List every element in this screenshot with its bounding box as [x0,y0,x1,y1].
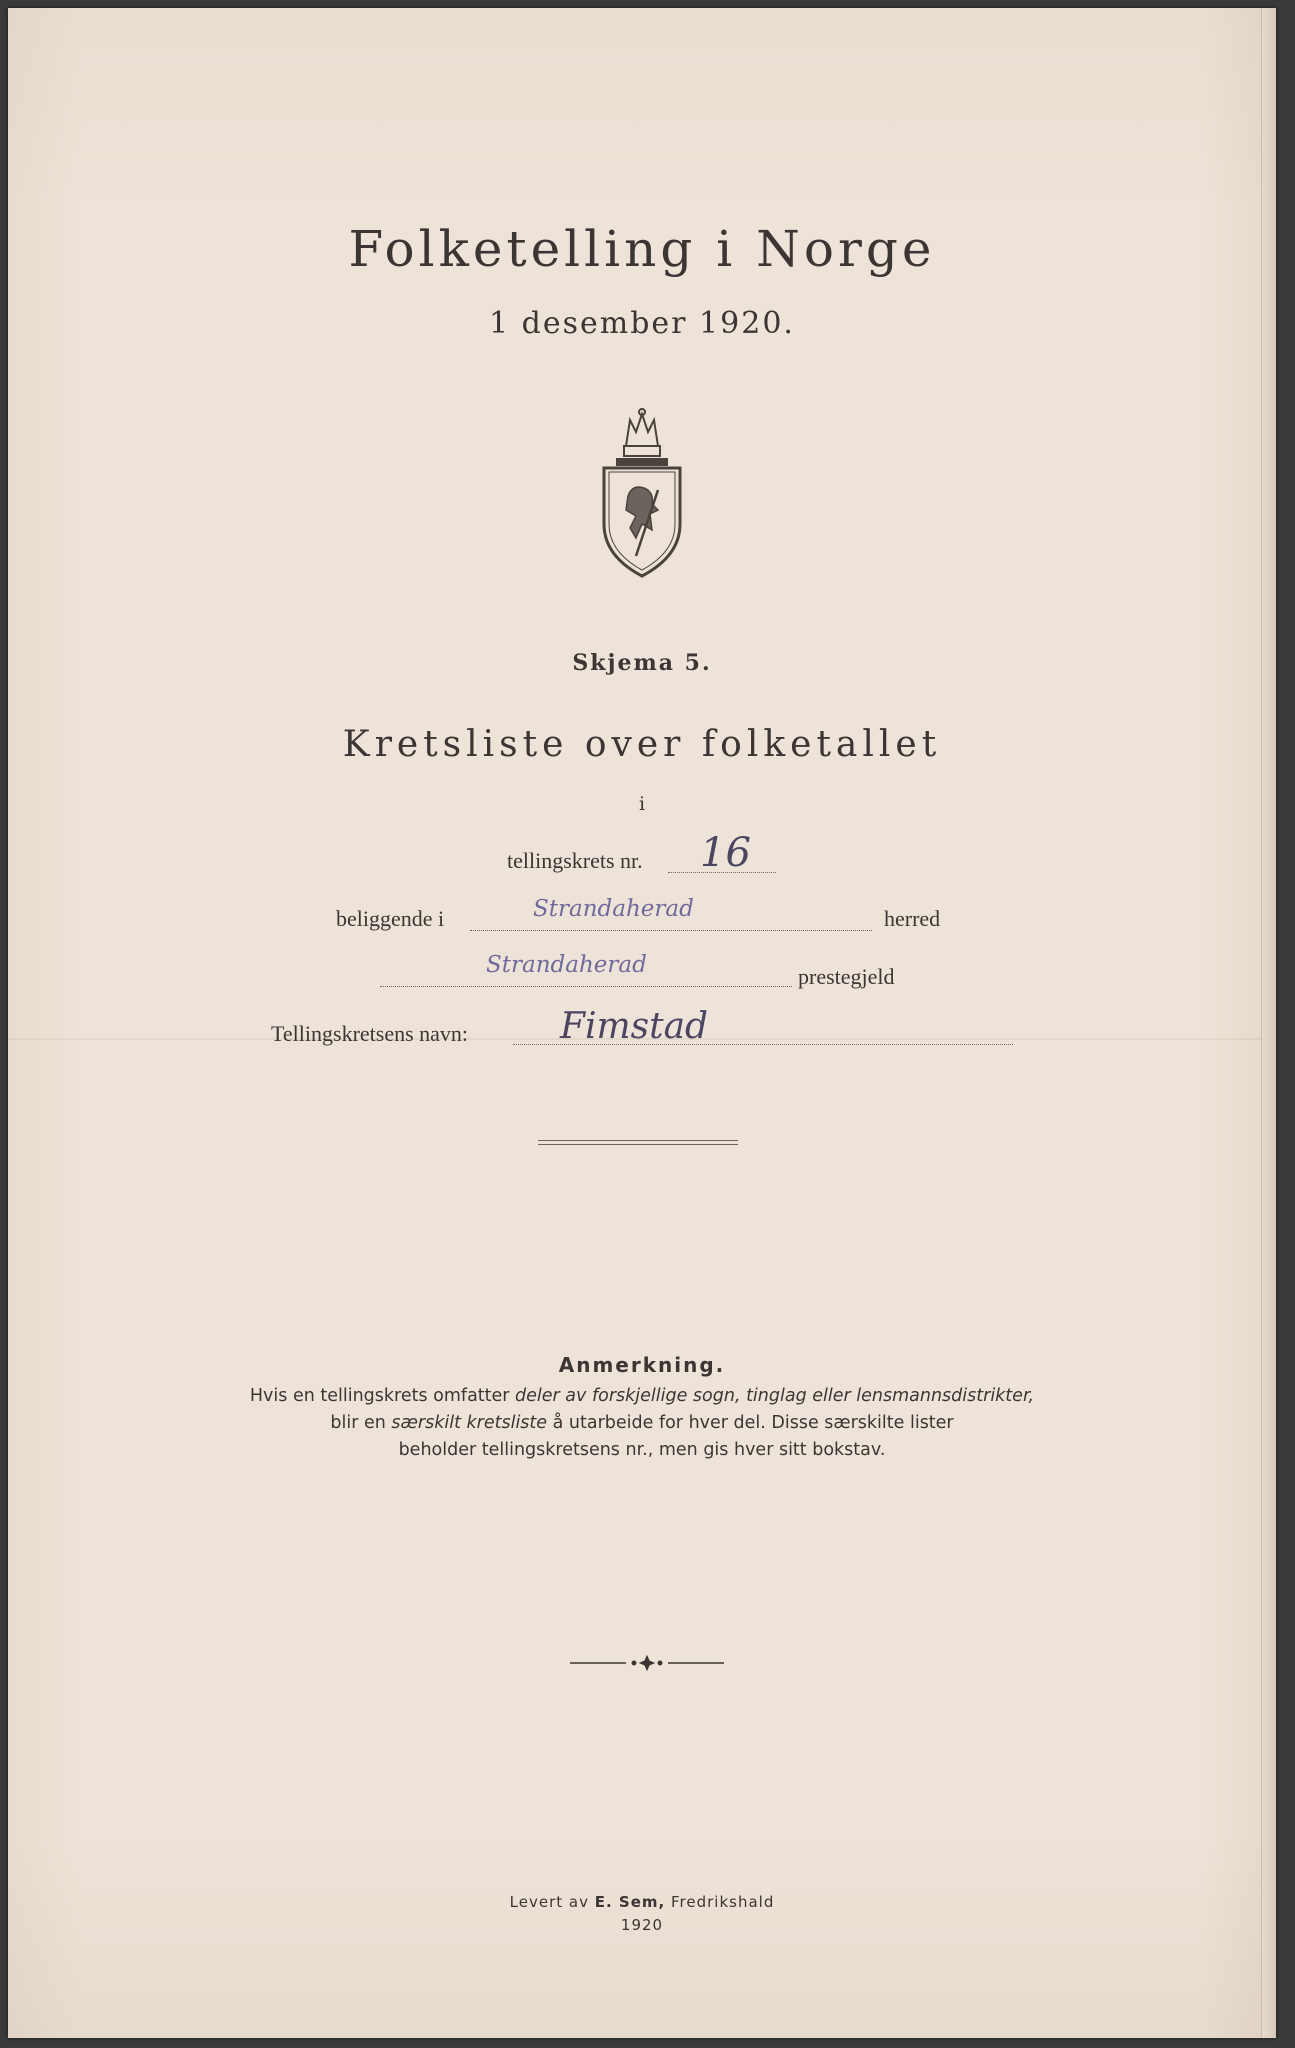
divider-line-1 [538,1140,738,1141]
ornament-divider-icon [568,1653,726,1673]
herred-stamp-value: Strandaherad [533,896,694,922]
census-form-page [8,8,1276,2038]
beliggende-dotline [470,930,872,931]
note-heading: Anmerkning. [558,1353,726,1377]
prestegjeld-label: prestegjeld [798,964,895,989]
schema-number: Skjema 5. [572,650,712,676]
note-line-1: Hvis en tellingskrets omfatter deler av forskjellige sogn, tinglag eller lensmannsdistrikter, [249,1386,1035,1406]
coat-of-arms-icon [596,406,688,578]
form-title: Folketelling i Norge [348,220,936,278]
census-date: 1 desember 1920. [489,306,795,341]
navn-label: Tellingskretsens navn: [271,1021,469,1046]
prestegjeld-dotline [380,986,792,987]
printer-imprint: Levert av E. Sem, Fredrikshald [509,1893,775,1911]
krets-label: tellingskrets nr. [507,848,643,873]
beliggende-label: beliggende i [336,906,445,931]
note-line-3: beholder tellingskretsens nr., men gis hver sitt bokstav. [398,1440,886,1460]
list-heading: Kretsliste over folketallet [342,724,942,765]
connector-text: i [638,793,646,815]
printer-year: 1920 [620,1916,664,1934]
herred-label: herred [884,906,941,931]
krets-number-value: 16 [700,830,751,876]
note-line-2: blir en særskilt kretsliste å utarbeide for hver del. Disse særskilte lister [330,1413,954,1433]
prestegjeld-stamp-value: Strandaherad [486,952,647,978]
navn-value: Fimstad [560,1006,709,1047]
divider-line-2 [538,1144,738,1145]
